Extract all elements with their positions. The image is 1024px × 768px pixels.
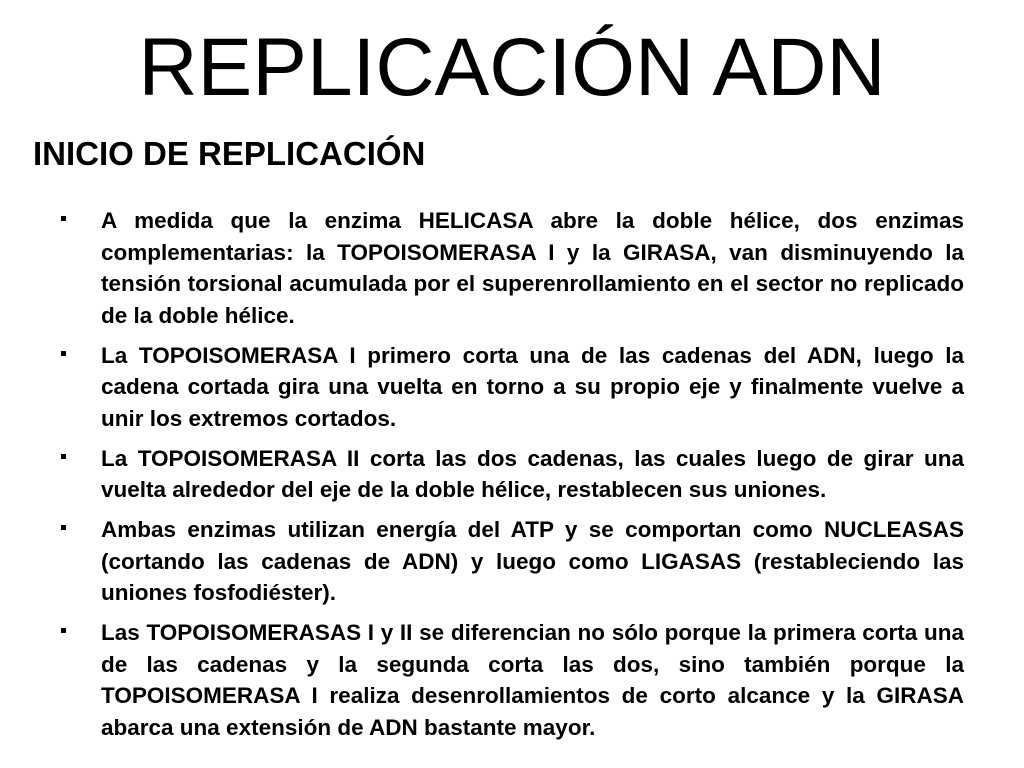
square-bullet-icon xyxy=(61,454,66,459)
bullet-text: La TOPOISOMERASA I primero corta una de las cadenas del ADN, luego la cadena cortada gira una vuelta en torno a su propio eje y finalmente vuelve a unir los extremos cortados. xyxy=(101,342,964,431)
bullet-list xyxy=(56,205,964,752)
bullet-item-2 xyxy=(56,340,964,435)
bullet-item-4 xyxy=(56,514,964,609)
bullet-text: La TOPOISOMERASA II corta las dos cadenas, las cuales luego de girar una vuelta alrededor del eje de la doble hélice, restablecen sus uniones. xyxy=(101,445,964,502)
square-bullet-icon xyxy=(61,216,66,221)
bullet-item-3 xyxy=(56,443,964,506)
bullet-item-5 xyxy=(56,617,964,743)
bullet-text: Las TOPOISOMERASAS I y II se diferencian no sólo porque la primera corta una de las cadenas y la segunda corta las dos, sino también porque la TOPOISOMERASA I realiza desenrollamientos de corto alcance y la GIRASA abarca una extensión de ADN bastante mayor. xyxy=(101,620,964,740)
square-bullet-icon xyxy=(61,351,66,356)
bullet-item-1 xyxy=(56,205,964,331)
slide-subtitle: INICIO DE REPLICACIÓN xyxy=(33,135,426,172)
slide-title: REPLICACIÓN ADN xyxy=(138,22,886,113)
square-bullet-icon xyxy=(61,628,66,633)
square-bullet-icon xyxy=(61,525,66,530)
bullet-text: Ambas enzimas utilizan energía del ATP y se comportan como NUCLEASAS (cortando las cadenas de ADN) y luego como LIGASAS (restableciendo las uniones fosfodiéster). xyxy=(101,517,964,605)
bullet-text: A medida que la enzima HELICASA abre la doble hélice, dos enzimas complementarias: la TOPOISOMERASA I y la GIRASA, van disminuyendo la tensión torsional acumulada por el superenrollamiento en el sector no replicado de la doble hélice. xyxy=(101,208,964,328)
